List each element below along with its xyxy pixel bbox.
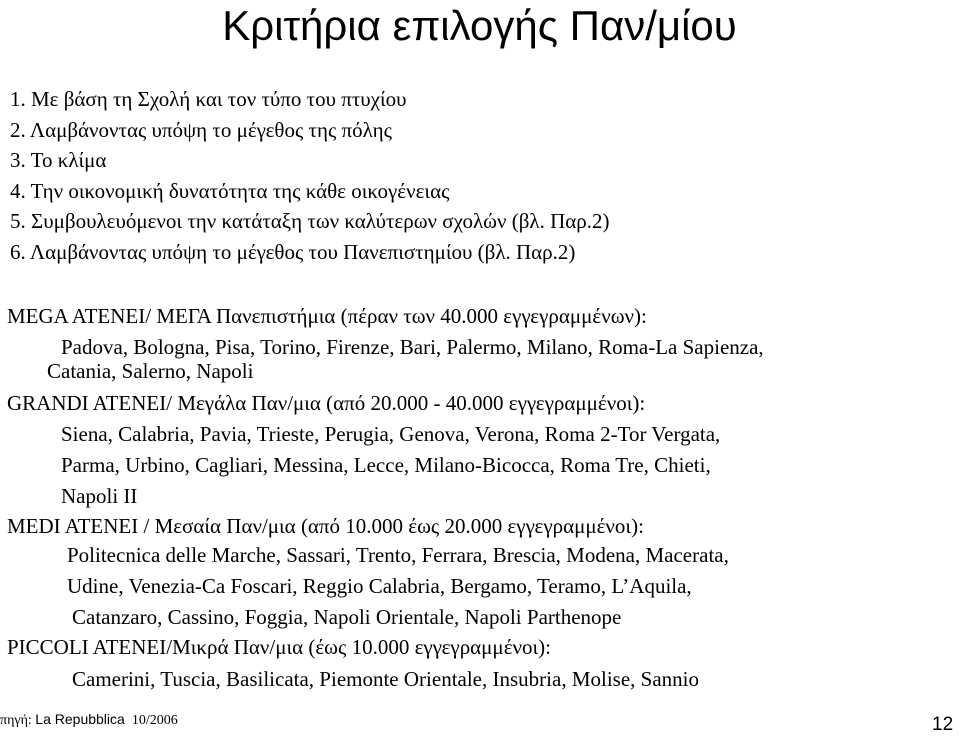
source-label: πηγή: [0,713,36,728]
criterion-2: 2. Λαμβάνοντας υπόψη το μέγεθος της πόλης [10,118,392,142]
source-date: 10/2006 [124,713,178,728]
piccoli-list-line-1: Camerini, Tuscia, Basilicata, Piemonte Orientale, Insubria, Molise, Sannio [72,667,699,691]
mega-list-line-2: Catania, Salerno, Napoli [47,359,254,383]
criterion-6: 6. Λαμβάνοντας υπόψη το μέγεθος του Πανεπιστημίου (βλ. Παρ.2) [10,240,576,264]
source-publication: La Repubblica [35,711,125,727]
medi-list-line-1: Politecnica delle Marche, Sassari, Trento, Ferrara, Brescia, Modena, Macerata, [67,543,729,567]
grandi-list-line-2: Parma, Urbino, Cagliari, Messina, Lecce, Milano-Bicocca, Roma Tre, Chieti, [61,453,711,477]
criterion-4: 4. Την οικονομική δυνατότητα της κάθε οικογένειας [10,179,450,203]
criterion-3: 3. Το κλίμα [10,148,107,172]
piccoli-heading: PICCOLI ATENEI/Μικρά Παν/μια (έως 10.000 εγγεγραμμένοι): [7,635,551,659]
mega-list-line-1: Padova, Bologna, Pisa, Torino, Firenze, Bari, Palermo, Milano, Roma-La Sapienza, [61,335,764,359]
grandi-heading: GRANDI ATENEI/ Μεγάλα Παν/μια (από 20.000 - 40.000 εγγεγραμμένοι): [7,391,646,415]
medi-list-line-2: Udine, Venezia-Ca Foscari, Reggio Calabria, Bergamo, Teramo, L’Aquila, [67,574,692,598]
criterion-5: 5. Συμβουλευόμενοι την κατάταξη των καλύτερων σχολών (βλ. Παρ.2) [10,209,610,233]
mega-heading: MEGA ATENEI/ ΜΕΓΑ Πανεπιστήμια (πέραν των 40.000 εγγεγραμμένων): [7,304,647,328]
medi-list-line-3: Catanzaro, Cassino, Foggia, Napoli Orientale, Napoli Parthenope [72,605,622,629]
medi-heading: MEDI ATENEI / Μεσαία Παν/μια (από 10.000 έως 20.000 εγγεγραμμένοι): [7,514,644,538]
grandi-list-line-3: Napoli II [61,484,138,508]
criterion-1: 1. Με βάση τη Σχολή και τον τύπο του πτυχίου [10,87,407,111]
slide-title: Κριτήρια επιλογής Παν/μίου [222,2,737,49]
grandi-list-line-1: Siena, Calabria, Pavia, Trieste, Perugia, Genova, Verona, Roma 2-Tor Vergata, [61,422,721,446]
page-number: 12 [932,714,954,735]
source-note [0,710,178,730]
